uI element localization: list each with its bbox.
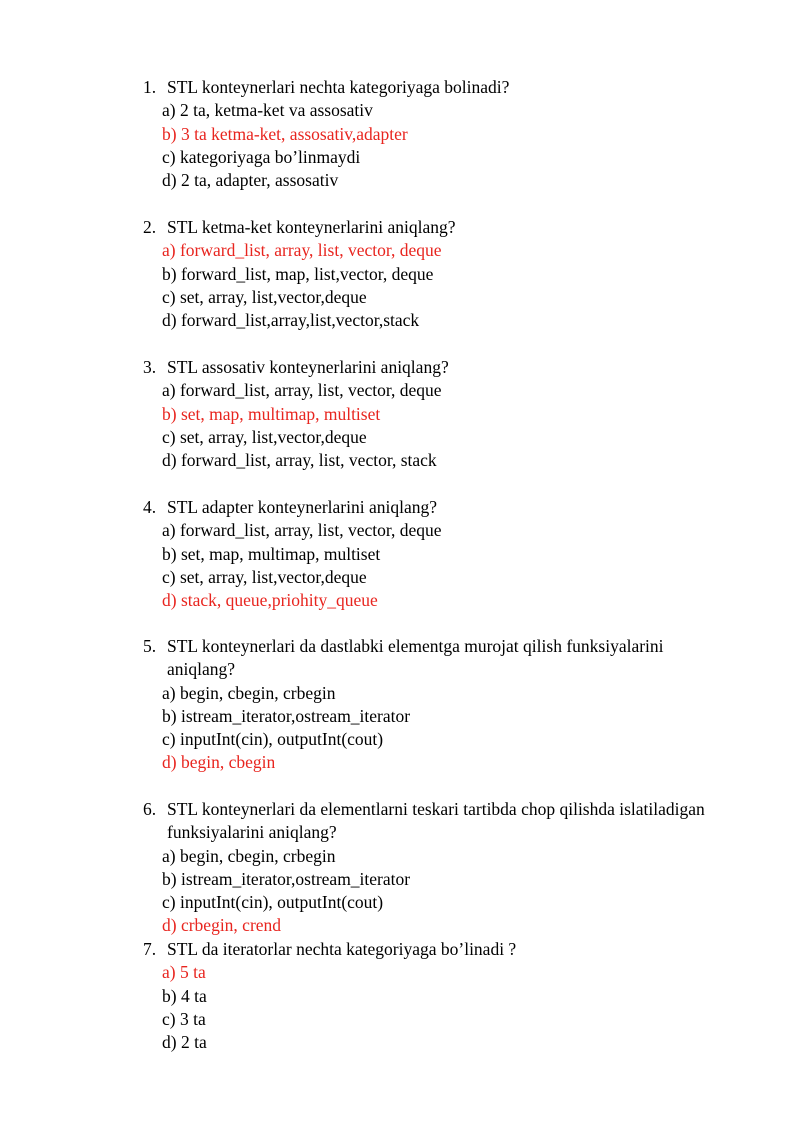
answer-option: c) kategoriyaga bo’linmaydi	[162, 146, 361, 167]
answer-option: b) 4 ta	[162, 985, 207, 1006]
question-6	[143, 798, 743, 938]
question-text: STL konteynerlari da dastlabki elementga murojat qilish funksiyalarini aniqlang?	[167, 636, 664, 680]
question-text: STL konteynerlari da elementlarni teskari tartibda chop qilishda islatiladigan funksiyalarini aniqlang?	[167, 799, 705, 843]
question-5	[143, 635, 743, 775]
answer-option: a) forward_list, array, list, vector, deque	[162, 380, 442, 401]
answer-option: a) begin, cbegin, crbegin	[162, 682, 336, 703]
answer-list	[162, 961, 743, 1054]
answer-option: d) 2 ta, adapter, assosativ	[162, 170, 339, 191]
question-number: 1.	[143, 77, 157, 97]
question-7	[143, 938, 743, 1054]
question-text: STL konteynerlari nechta kategoriyaga bolinadi?	[167, 77, 510, 97]
answer-option: c) inputInt(cin), outputInt(cout)	[162, 729, 384, 750]
answer-list	[162, 682, 743, 775]
answer-option: d) forward_list,array,list,vector,stack	[162, 310, 420, 331]
answer-option-correct: b) set, map, multimap, multiset	[162, 403, 381, 424]
question-number: 6.	[143, 799, 157, 819]
answer-option-correct: d) stack, queue,priohity_queue	[162, 590, 378, 611]
answer-option: c) inputInt(cin), outputInt(cout)	[162, 892, 384, 913]
answer-option-correct: d) crbegin, crend	[162, 915, 282, 936]
answer-option: d) forward_list, array, list, vector, stack	[162, 450, 437, 471]
answer-option-correct: b) 3 ta ketma-ket, assosativ,adapter	[162, 123, 408, 144]
question-3	[143, 356, 743, 472]
answer-option: a) forward_list, array, list, vector, deque	[162, 520, 442, 541]
question-number: 4.	[143, 497, 157, 517]
answer-option-correct: a) 5 ta	[162, 962, 206, 983]
answer-option-correct: a) forward_list, array, list, vector, deque	[162, 240, 442, 261]
answer-list	[162, 379, 743, 472]
answer-option: d) 2 ta	[162, 1032, 207, 1053]
answer-option: b) forward_list, map, list,vector, deque	[162, 263, 434, 284]
question-text: STL da iteratorlar nechta kategoriyaga bo’linadi ?	[167, 939, 517, 959]
answer-option: c) set, array, list,vector,deque	[162, 566, 367, 587]
answer-option: b) set, map, multimap, multiset	[162, 543, 381, 564]
answer-list	[162, 845, 743, 938]
answer-list	[162, 239, 743, 332]
question-text: STL adapter konteynerlarini aniqlang?	[167, 497, 438, 517]
answer-option: b) istream_iterator,ostream_iterator	[162, 705, 411, 726]
question-1	[143, 76, 743, 192]
question-number: 7.	[143, 939, 157, 959]
question-text: STL assosativ konteynerlarini aniqlang?	[167, 357, 449, 377]
answer-option: a) begin, cbegin, crbegin	[162, 845, 336, 866]
answer-option: c) set, array, list,vector,deque	[162, 426, 367, 447]
question-number: 5.	[143, 636, 157, 656]
question-text: STL ketma-ket konteynerlarini aniqlang?	[167, 217, 456, 237]
answer-option: c) set, array, list,vector,deque	[162, 286, 367, 307]
question-4	[143, 496, 743, 612]
answer-option: c) 3 ta	[162, 1008, 206, 1029]
question-number: 2.	[143, 217, 157, 237]
answer-list	[162, 519, 743, 612]
answer-option-correct: d) begin, cbegin	[162, 752, 276, 773]
answer-list	[162, 99, 743, 192]
question-number: 3.	[143, 357, 157, 377]
answer-option: b) istream_iterator,ostream_iterator	[162, 868, 411, 889]
question-2	[143, 216, 743, 332]
answer-option: a) 2 ta, ketma-ket va assosativ	[162, 100, 373, 121]
